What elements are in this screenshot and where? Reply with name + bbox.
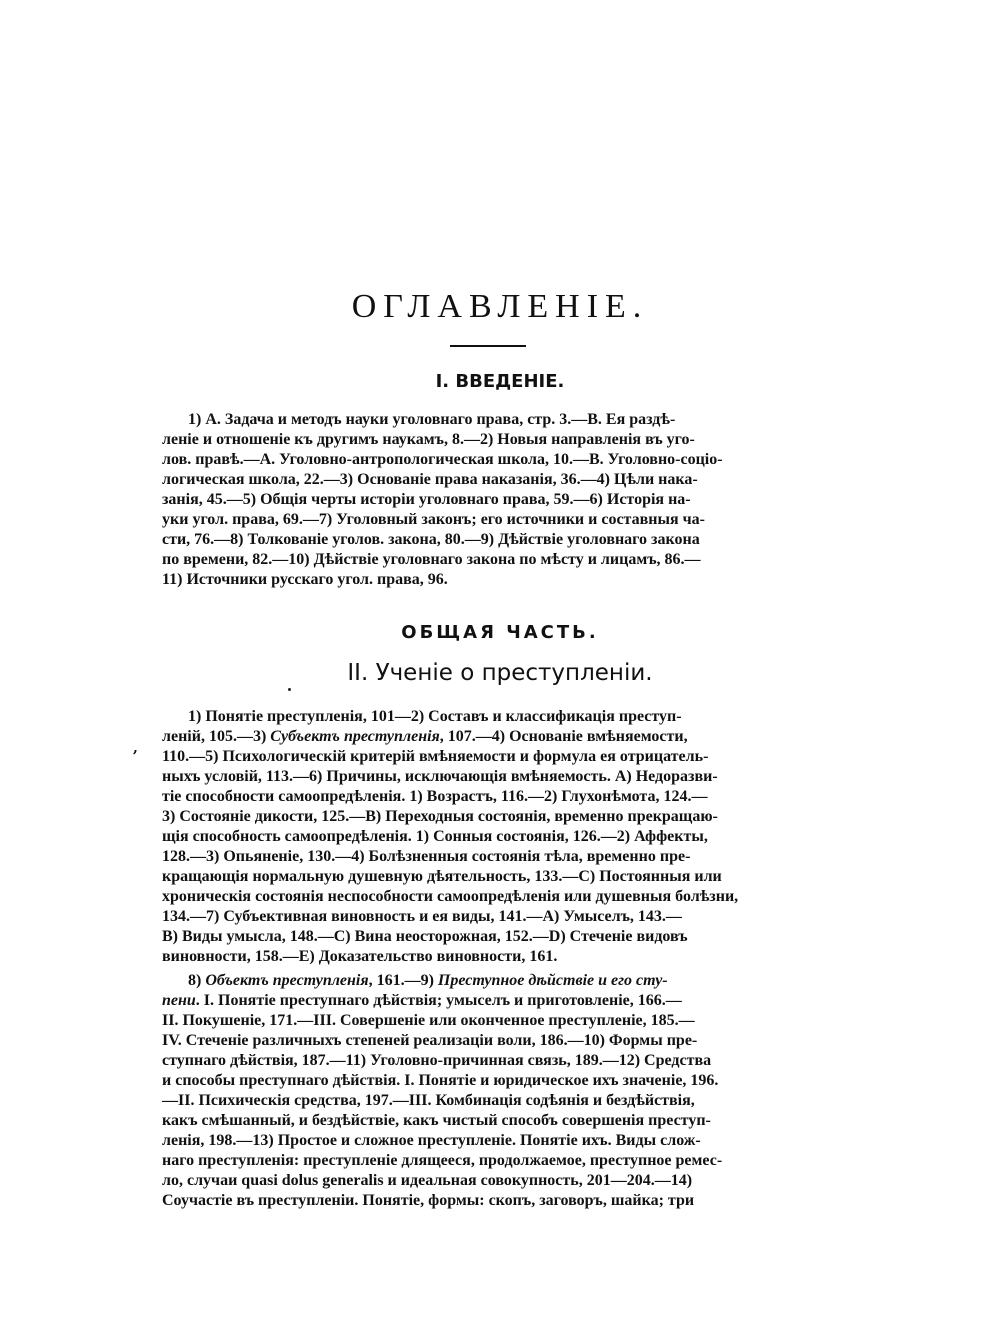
crime-line [162, 827, 828, 847]
crime-line [162, 747, 828, 767]
crime-line [162, 767, 828, 787]
ink-speck-mark: , [133, 740, 138, 756]
text-run: 1) Понятіе преступленія, 101—2) Составъ и классификація преступ- [188, 708, 682, 725]
intro-line: занія, 45.—5) Общія черты исторіи уголовнаго права, 59.—6) Исторія на- [162, 491, 691, 508]
crime-line [162, 887, 828, 907]
page-title: ОГЛАВЛЕНІЕ. [351, 288, 649, 325]
intro-line: 11) Источники русскаго угол. права, 96. [162, 571, 448, 588]
intro-paragraph [162, 410, 828, 590]
crime-line [162, 1151, 828, 1171]
crime-line [162, 707, 828, 727]
crime-line [162, 1191, 828, 1211]
italic-term: Объектъ преступленія [205, 972, 369, 989]
text-run: 128.—3) Опьяненіе, 130.—4) Болѣзненныя состоянія тѣла, временно пре- [162, 848, 691, 865]
crime-line [162, 1171, 828, 1191]
text-run: —II. Психическія средства, 197.—III. Комбинація содѣянія и бездѣйствія, [162, 1092, 695, 1109]
title-divider [450, 345, 526, 347]
intro-line: уки угол. права, 69.—7) Уголовный законъ; его источники и составныя ча- [162, 511, 705, 528]
text-run: , 161.—9) [368, 972, 438, 989]
text-run: тіе способности самоопредѣленія. 1) Возрастъ, 116.—2) Глухонѣмота, 124.— [162, 788, 708, 805]
text-run: виновности, 158.—Е) Доказательство виновности, 161. [162, 948, 558, 965]
crime-line [162, 907, 828, 927]
text-run: ло, случаи quasi dolus generalis и идеальная совокупность, 201—204.—14) [162, 1172, 693, 1189]
text-run: хроническія состоянія неспособности самоопредѣленія или душевныя болѣзни, [162, 888, 739, 905]
crime-line [162, 1091, 828, 1111]
text-run: 134.—7) Субъективная виновность и ея виды, 141.—А) Умыселъ, 143.— [162, 908, 682, 925]
intro-line: леніе и отношеніе къ другимъ наукамъ, 8.—2) Новыя направленія въ уго- [162, 431, 695, 448]
crime-line [162, 1071, 828, 1091]
crime-line [162, 807, 828, 827]
ink-speck [288, 688, 291, 691]
italic-term: Преступное дѣйствіе и его сту- [437, 972, 668, 989]
text-run: , 107.—4) Основаніе вмѣняемости, [439, 728, 688, 745]
text-run: и способы преступнаго дѣйствія. I. Понятіе и юридическое ихъ значеніе, 196. [162, 1072, 719, 1089]
text-run: ленія, 198.—13) Простое и сложное преступленіе. Понятіе ихъ. Виды слож- [162, 1132, 701, 1149]
italic-term: пени [162, 992, 196, 1009]
crime-line [162, 1011, 828, 1031]
crime-line [162, 1131, 828, 1151]
intro-line: 1) А. Задача и методъ науки уголовнаго права, стр. 3.—В. Ея раздѣ- [188, 411, 676, 428]
crime-line [162, 867, 828, 887]
intro-line: логическая школа, 22.—3) Основаніе права наказанія, 36.—4) Цѣли нака- [162, 471, 698, 488]
crime-line [162, 971, 828, 991]
text-run: ступнаго дѣйствія, 187.—11) Уголовно-причинная связь, 189.—12) Средства [162, 1052, 712, 1069]
text-run: . I. Понятіе преступнаго дѣйствія; умыселъ и приготовленіе, 166.— [195, 992, 682, 1009]
crime-line [162, 1111, 828, 1131]
text-run: В) Виды умысла, 148.—С) Вина неосторожная, 152.—D) Стеченіе видовъ [162, 928, 688, 945]
text-run: щія способность самоопредѣленія. 1) Сонныя состоянія, 126.—2) Аффекты, [162, 828, 708, 845]
crime-line [162, 927, 828, 947]
subsection-heading-crime: ІІ. Ученіе о преступленіи. [347, 660, 653, 686]
intro-line: лов. правѣ.—А. Уголовно-антропологическая школа, 10.—В. Уголовно-соціо- [162, 451, 723, 468]
text-run: IV. Стеченіе различныхъ степеней реализаціи воли, 186.—10) Формы пре- [162, 1032, 698, 1049]
section-heading-intro: І. ВВЕДЕНІЕ. [435, 371, 565, 392]
text-run: кращающія нормальную душевную дѣятельность, 133.—С) Постоянныя или [162, 868, 722, 885]
text-run: 110.—5) Психологическій критерій вмѣняемости и формула ея отрицатель- [162, 748, 709, 765]
text-run: Соучастіе въ преступленіи. Понятіе, формы: скопъ, заговоръ, шайка; три [162, 1192, 695, 1209]
crime-line [162, 787, 828, 807]
intro-line: по времени, 82.—10) Дѣйствіе уголовнаго закона по мѣсту и лицамъ, 86.— [162, 551, 701, 568]
crime-line [162, 847, 828, 867]
text-run: II. Покушеніе, 171.—III. Совершеніе или оконченное преступленіе, 185.— [162, 1012, 695, 1029]
text-run: наго преступленія: преступленіе длящееся, продолжаемое, преступное ремес- [162, 1152, 723, 1169]
intro-line: сти, 76.—8) Толкованіе уголов. закона, 80.—9) Дѣйствіе уголовнаго закона [162, 531, 700, 548]
text-run: 8) [188, 972, 206, 989]
crime-paragraph-2 [162, 971, 828, 1211]
crime-line [162, 947, 828, 967]
text-run: 3) Состояніе дикости, 125.—В) Переходныя состоянія, временно прекращаю- [162, 808, 718, 825]
text-run: леній, 105.—3) [162, 728, 271, 745]
crime-line [162, 991, 828, 1011]
italic-term: Субъектъ преступленія [270, 728, 440, 745]
crime-line [162, 727, 828, 747]
section-heading-general: ОБЩАЯ ЧАСТЬ. [401, 622, 599, 643]
crime-line [162, 1051, 828, 1071]
crime-paragraph-1 [162, 707, 828, 967]
crime-line [162, 1031, 828, 1051]
text-run: ныхъ условій, 113.—6) Причины, исключающія вмѣняемость. А) Недоразви- [162, 768, 718, 785]
text-run: какъ смѣшанный, и бездѣйствіе, какъ чистый способъ совершенія преступ- [162, 1112, 711, 1129]
